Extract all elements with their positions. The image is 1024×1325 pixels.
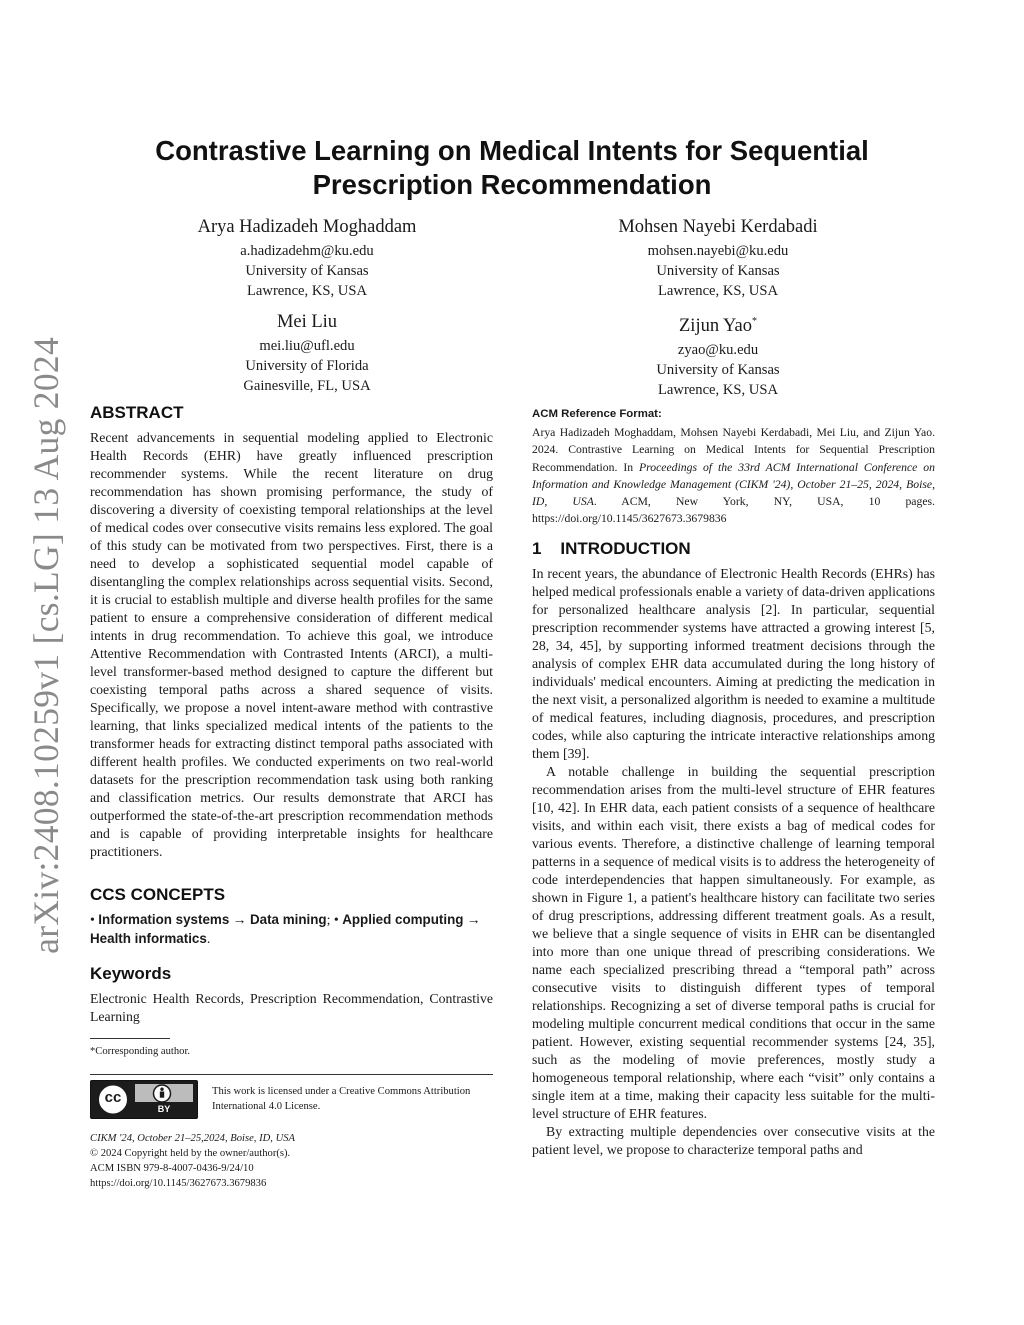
acm-ref-text: Arya Hadizadeh Moghaddam, Mohsen Nayebi Kerdabadi, Mei Liu, and Zijun Yao. 2024. Contrastive Learning on Medical Intents for Sequential Prescription Recommendation. In Proceedings of the 33rd ACM International Conference on Information and Knowledge Management (CIKM '24), October 21–25, 2024, Boise, ID, USA. ACM, New York, NY, USA, 10 pages. https://doi.org/10.1145/3627673.3679836	[532, 426, 935, 526]
intro-heading: 1 INTRODUCTION	[532, 539, 691, 558]
footnote-rule	[90, 1038, 170, 1039]
author-affiliation: University of Kansas	[245, 263, 369, 279]
keywords-text: Electronic Health Records, Prescription Recommendation, Contrastive Learning	[90, 991, 493, 1024]
author-name: Mohsen Nayebi Kerdabadi	[618, 217, 818, 237]
copyright-line: © 2024 Copyright held by the owner/author(s).	[90, 1148, 291, 1159]
acm-ref-venue: Proceedings of the 33rd ACM International Conference on Information and Knowledge Management (CIKM '24), October 21–25, 2024, Boise, ID, USA	[532, 460, 935, 509]
author-name: Arya Hadizadeh Moghaddam	[197, 217, 417, 237]
arxiv-stamp	[21, 336, 71, 954]
footnote: *Corresponding author.	[90, 1046, 191, 1057]
acm-ref-heading: ACM Reference Format:	[532, 408, 662, 420]
arrow-icon: →	[232, 912, 247, 927]
author-name: Zijun Yao	[679, 316, 752, 337]
author-affiliation: University of Kansas	[656, 362, 780, 379]
arrow-icon: →	[466, 912, 481, 927]
bullet: •	[90, 912, 95, 927]
author-block-1	[107, 214, 507, 301]
author-email: mohsen.nayebi@ku.edu	[647, 243, 789, 259]
abstract-paragraph: Recent advancements in sequential modeling applied to Electronic Health Records (EHR) have greatly influenced prescription recommender systems. While the recent literature on drug recommendation has shown promising performance, the study of discovering a diversity of coexisting temporal relationships at the level of medical codes over consecutive visits remains less explored. The goal of this study can be motivated from two perspectives. First, there is a need to develop a sophisticated sequential model capable of disentangling the complex relationships across sequential visits. Second, it is crucial to establish multiple and diverse health profiles for the same patient to ensure a comprehensive consideration of different medical intents in drug recommendation. To achieve this goal, we introduce Attentive Recommendation with Contrasted Intents (ARCI), a multi-level transformer-based method designed to capture the different but coexisting temporal paths across a shared sequence of visits. Specifically, we propose a novel intent-aware method with contrastive learning, that links specialized medical intents of the patients to the transformer heads for extracting distinct temporal paths associated with different health profiles. We conducted experiments on two real-world datasets for the prescription recommendation task using both ranking and classification metrics. Our results demonstrate that ARCI has outperformed the state-of-the-art prescription recommendation methods and is capable of providing interpretable insights for healthcare practitioners.	[90, 430, 493, 859]
isbn-line: ACM ISBN 979-8-4007-0436-9/24/10	[90, 1163, 254, 1174]
by-text: BY	[157, 1104, 171, 1114]
author-block-4	[518, 309, 918, 400]
arxiv-id: arXiv:2408.10259v1 [cs.LG] 13 Aug 2024	[26, 336, 66, 954]
paper-title: Contrastive Learning on Medical Intents for Sequential Prescription Recommendation	[155, 135, 869, 200]
ccs-concepts: • Information systems → Data mining; • Applied computing → Health informatics.	[90, 912, 481, 946]
corresponding-mark: *	[752, 316, 757, 327]
abstract-text	[90, 429, 493, 861]
cc-text: cc	[104, 1089, 122, 1106]
author-block-2	[518, 214, 918, 301]
intro-paragraph: A notable challenge in building the sequential prescription recommendation arises from the multi-level structure of EHR features [10, 42]. In EHR data, each patient consists of a sequence of healthcare visits, and within each visit, there exists a bag of medical codes for various events. Therefore, a distinctive challenge of learning temporal patterns in a sequence of medical visits is to address the heterogeneity of code interdependencies that happen simultaneously. For example, as shown in Figure 1, a patient's healthcare history can facilitate two series of drug prescriptions, addressing different treatment goals. As a result, we believe that a single sequence of visits in EHR can be disentangled into more than one unique thread of prescribing considerations. We name each specialized prescribing thread a “temporal path” across consecutive visits to distinguish different types of temporal relationships. Recognizing a set of diverse temporal paths is crucial for modeling multiple concurrent medical conditions that occur in the same patient. However, existing sequential recommender systems [24, 35], such as the modeling of movie preferences, mostly study a homogeneous temporal relationship, where each “visit” only contains a single item at a time, making their capacity less suitable for the multi-level structure of EHR features.	[532, 764, 935, 1121]
ccs-concept: Health informatics	[90, 931, 207, 946]
author-email: zyao@ku.edu	[677, 342, 759, 359]
cc-by-badge	[90, 1080, 198, 1119]
author-location: Lawrence, KS, USA	[658, 382, 778, 399]
author-location: Lawrence, KS, USA	[247, 283, 367, 299]
bullet: •	[333, 912, 339, 927]
abstract-heading: ABSTRACT	[90, 403, 184, 422]
author-affiliation: University of Florida	[245, 358, 369, 374]
author-email: a.hadizadehm@ku.edu	[240, 243, 374, 259]
author-block-3	[107, 309, 507, 396]
author-email: mei.liu@ufl.edu	[259, 338, 355, 354]
ccs-concept: Applied computing	[342, 912, 464, 927]
license-rule	[90, 1074, 493, 1075]
ccs-concept: Data mining	[249, 912, 327, 927]
intro-text	[532, 565, 935, 1159]
author-name: Mei Liu	[276, 312, 338, 332]
author-location: Lawrence, KS, USA	[658, 283, 778, 299]
license-text: This work is licensed under a Creative Commons Attribution International 4.0 License.	[212, 1086, 471, 1112]
ccs-concept: Information systems	[98, 912, 230, 927]
intro-paragraph: By extracting multiple dependencies over consecutive visits at the patient level, we propose to characterize temporal paths and	[532, 1124, 935, 1157]
conference-line: CIKM '24, October 21–25,2024, Boise, ID, USA	[90, 1133, 295, 1144]
ccs-heading: CCS CONCEPTS	[90, 885, 226, 904]
author-location: Gainesville, FL, USA	[243, 378, 371, 394]
copyright-block	[90, 1131, 490, 1191]
intro-paragraph: In recent years, the abundance of Electronic Health Records (EHRs) has helped medical professionals enable a variety of data-driven applications for personalized healthcare analysis [2]. In particular, sequential prescription recommender systems have attracted a growing interest [5, 28, 34, 45], by supporting informed treatment decisions through the analysis of complex EHR data accumulated during the long history of individuals' medical encounters. Aiming at predicting the medication in the next visit, a personalized algorithm is needed to examine a multitude of medical features, including diagnosis, procedures, and prescription codes, while also capturing the intricate interactive relationships among them [39].	[532, 566, 935, 761]
author-affiliation: University of Kansas	[656, 263, 780, 279]
doi-link[interactable]: https://doi.org/10.1145/3627673.3679836	[90, 1178, 267, 1189]
keywords-heading: Keywords	[90, 964, 172, 983]
